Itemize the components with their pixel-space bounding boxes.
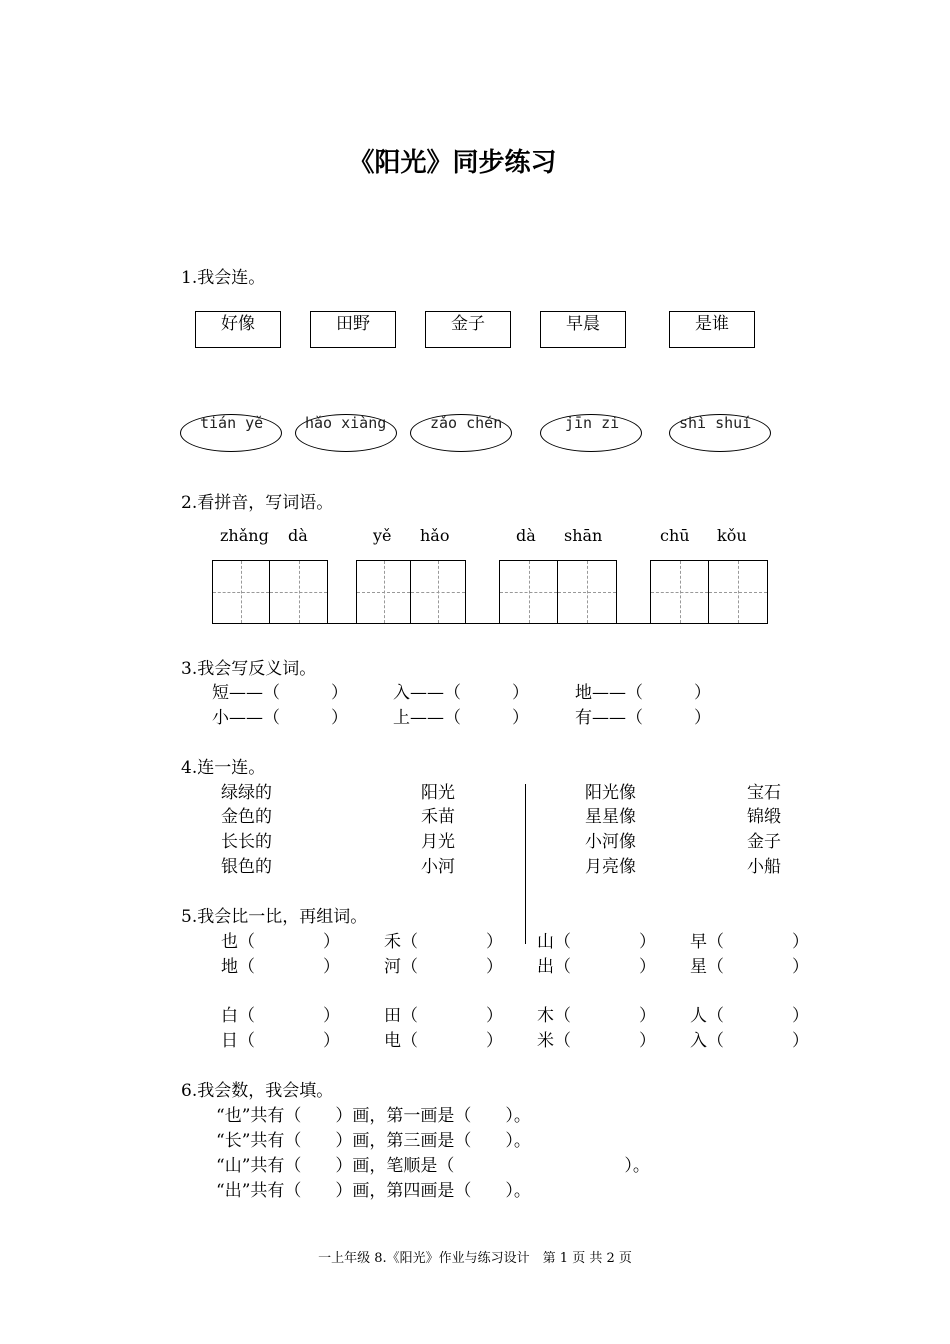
match-item: 小河像 (585, 832, 636, 852)
antonym-item: 上——（ ） (393, 708, 529, 728)
match-item: 星星像 (585, 807, 636, 827)
pinyin-syllable: shān (564, 526, 603, 545)
tian-cell[interactable] (411, 561, 465, 623)
pinyin-syllable: hǎo (420, 526, 450, 545)
pinyin-syllable: dà (516, 526, 536, 545)
compare-item: 人（ ） (690, 1006, 809, 1026)
compare-item: 白（ ） (221, 1006, 340, 1026)
tian-cell[interactable] (270, 561, 327, 623)
match-item: 阳光像 (585, 783, 636, 803)
compare-item: 早（ ） (690, 932, 809, 952)
match-item: 金子 (747, 832, 781, 852)
match-item: 月光 (421, 832, 455, 852)
writing-grid[interactable] (212, 560, 328, 624)
antonym-item: 小——（ ） (212, 708, 348, 728)
match-item: 月亮像 (585, 857, 636, 877)
tian-cell[interactable] (709, 561, 767, 623)
antonym-item: 有——（ ） (575, 708, 711, 728)
match-item: 小船 (747, 857, 781, 877)
page-title: 《阳光》同步练习 (348, 148, 557, 178)
pinyin-label: tián yě (200, 414, 264, 432)
tian-cell[interactable] (558, 561, 616, 623)
compare-item: 出（ ） (537, 957, 656, 977)
tian-cell[interactable] (213, 561, 270, 623)
pinyin-syllable: kǒu (717, 526, 747, 545)
word-box: 是谁 (669, 311, 755, 348)
stroke-question: “长”共有（ ）画，第三画是（ ）。 (216, 1131, 531, 1151)
writing-grid[interactable] (356, 560, 466, 624)
word-box: 早晨 (540, 311, 626, 348)
q4-heading: 4.连一连。 (181, 758, 266, 778)
pinyin-label: zǎo chén (430, 414, 503, 432)
compare-item: 木（ ） (537, 1006, 656, 1026)
antonym-item: 地——（ ） (575, 683, 711, 703)
compare-item: 河（ ） (384, 957, 503, 977)
column-divider (525, 784, 526, 944)
tian-cell[interactable] (500, 561, 558, 623)
writing-grid[interactable] (650, 560, 768, 624)
q1-heading: 1.我会连。 (181, 268, 266, 288)
writing-grid[interactable] (499, 560, 617, 624)
q6-heading: 6.我会数，我会填。 (181, 1081, 334, 1101)
pinyin-syllable: dà (288, 526, 308, 545)
stroke-question: “也”共有（ ）画，第一画是（ ）。 (216, 1106, 531, 1126)
q2-heading: 2.看拼音，写词语。 (181, 493, 334, 513)
compare-item: 地（ ） (221, 957, 340, 977)
compare-item: 田（ ） (384, 1006, 503, 1026)
page-footer: 一上年级 8.《阳光》作业与练习设计 第 1 页 共 2 页 (318, 1251, 632, 1266)
word-box: 田野 (310, 311, 396, 348)
tian-cell[interactable] (651, 561, 709, 623)
match-item: 金色的 (221, 807, 272, 827)
compare-item: 日（ ） (221, 1031, 340, 1051)
q5-heading: 5.我会比一比，再组词。 (181, 907, 368, 927)
compare-item: 电（ ） (384, 1031, 503, 1051)
match-item: 宝石 (747, 783, 781, 803)
pinyin-label: shì shuí (679, 414, 752, 432)
stroke-question: “出”共有（ ）画，第四画是（ ）。 (216, 1181, 531, 1201)
compare-item: 入（ ） (690, 1031, 809, 1051)
match-item: 长长的 (221, 832, 272, 852)
compare-item: 米（ ） (537, 1031, 656, 1051)
word-box: 好像 (195, 311, 281, 348)
stroke-question: “山”共有（ ）画，笔顺是（ ）。 (216, 1156, 650, 1176)
pinyin-label: hǎo xiàng (305, 414, 387, 432)
tian-cell[interactable] (357, 561, 411, 623)
match-item: 阳光 (421, 783, 455, 803)
antonym-item: 短——（ ） (212, 683, 348, 703)
match-item: 锦缎 (747, 807, 781, 827)
pinyin-syllable: yě (373, 526, 392, 545)
pinyin-label: jīn zi (565, 414, 620, 432)
antonym-item: 入——（ ） (393, 683, 529, 703)
pinyin-syllable: chū (660, 526, 690, 545)
q3-heading: 3.我会写反义词。 (181, 659, 317, 679)
compare-item: 禾（ ） (384, 932, 503, 952)
match-item: 禾苗 (421, 807, 455, 827)
compare-item: 也（ ） (221, 932, 340, 952)
match-item: 绿绿的 (221, 783, 272, 803)
match-item: 银色的 (221, 857, 272, 877)
compare-item: 星（ ） (690, 957, 809, 977)
compare-item: 山（ ） (537, 932, 656, 952)
word-box: 金子 (425, 311, 511, 348)
match-item: 小河 (421, 857, 455, 877)
pinyin-syllable: zhǎng (220, 526, 269, 545)
